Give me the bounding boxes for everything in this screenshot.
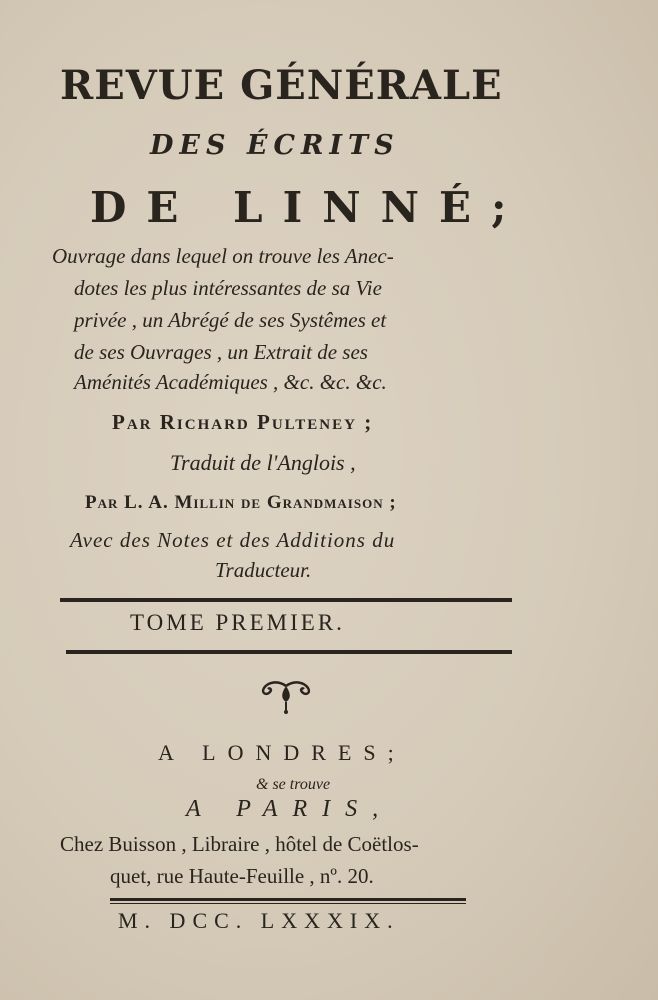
city-london: A LONDRES; (158, 740, 406, 765)
description-line-3: privée , un Abrégé de ses Systêmes et (74, 308, 387, 332)
description-line-2: dotes les plus intéressantes de sa Vie (74, 276, 382, 300)
city-paris: A PARIS, (186, 796, 394, 822)
volume-label: TOME PREMIER. (130, 610, 345, 635)
date-rule-thick (110, 898, 466, 901)
publisher-line-2: quet, rue Haute-Feuille , nº. 20. (110, 864, 374, 888)
notes-line-2: Traducteur. (215, 558, 312, 582)
notes-line-1: Avec des Notes et des Additions du (70, 528, 396, 552)
author-line: Par Richard Pulteney ; (112, 410, 374, 434)
fleuron-ornament-icon (258, 680, 314, 714)
translated-line: Traduit de l'Anglois , (170, 450, 356, 475)
publisher-line-1: Chez Buisson , Libraire , hôtel de Coëtlos- (60, 832, 419, 856)
translator-line: Par L. A. Millin de Grandmaison ; (85, 492, 397, 513)
description-line-4: de ses Ouvrages , un Extrait de ses (74, 340, 368, 364)
description-line-1: Ouvrage dans lequel on trouve les Anec- (52, 244, 394, 268)
date-rule-thin (110, 903, 466, 904)
publication-date: M. DCC. LXXXIX. (118, 908, 400, 933)
bottom-rule (66, 650, 512, 654)
se-trouve-text: & se trouve (256, 776, 331, 793)
title-line-1: REVUE GÉNÉRALE (60, 62, 503, 109)
top-rule (60, 598, 512, 602)
title-line-3: DE LINNÉ; (90, 183, 527, 232)
title-line-2: DES ÉCRITS (150, 130, 400, 161)
description-line-5: Aménités Académiques , &c. &c. &c. (74, 370, 387, 394)
